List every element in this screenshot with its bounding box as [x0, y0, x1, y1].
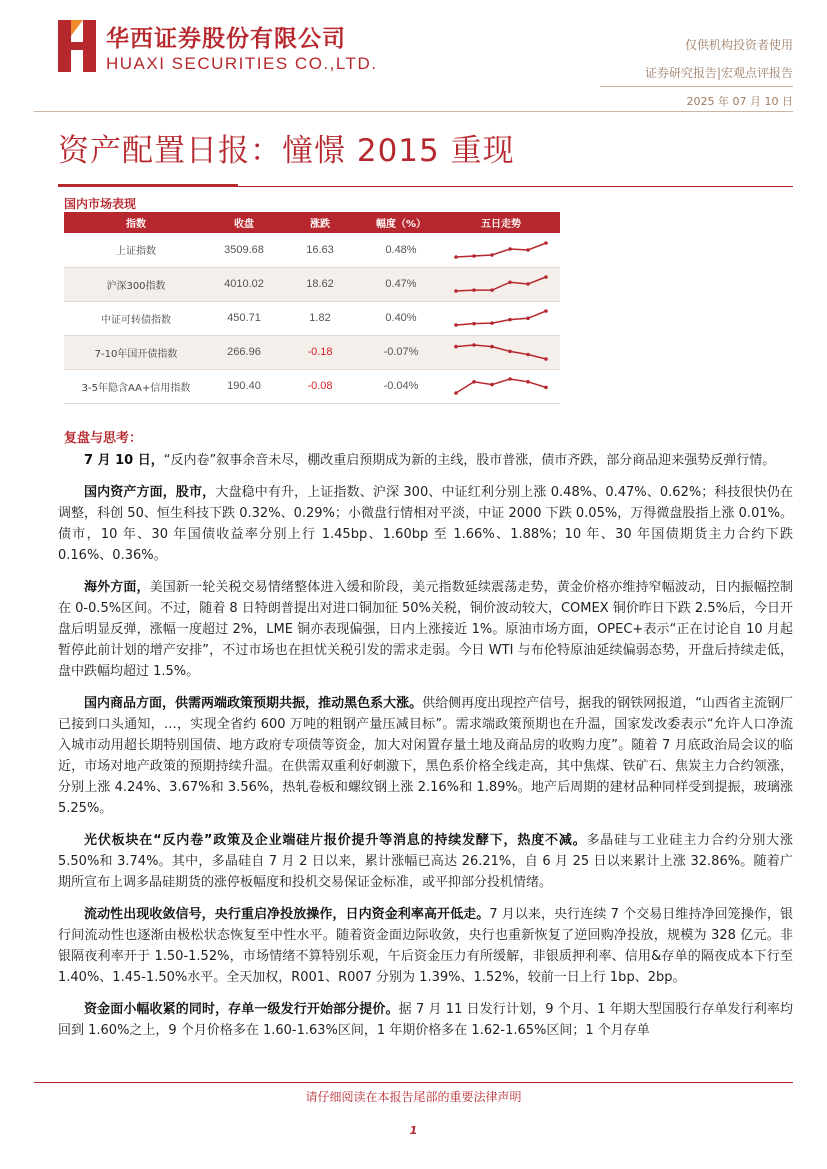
title-underline — [58, 184, 238, 187]
index-name: 7-10年国开债指数 — [64, 335, 208, 369]
paragraph-text: 大盘稳中有升，上证指数、沪深 300、中证红利分别上涨 0.48%、0.47%、0.62%；科技很快仍在调整，科创 50、恒生科技下跌 0.32%、0.29%；小微盘行情相对平淡，中证 2000 下跌 0.05%，万得微盘股指上涨 0.01%。债市，10 年、30 年国债收益率分别上行 1.45bp、1.60bp 至 1.66%、1.88%；10 年、30 年国债期货主力合约下跌 0.16%、0.36%。 — [58, 485, 793, 563]
paragraph-text: 据 7 月 11 日发行计划，9 个月、1 年期大型国股行存单发行利率均回到 1.60%之上，9 个月价格多在 1.60-1.63%区间，1 年期价格多在 1.62-1.65%区间；1 个月存单 — [58, 1002, 793, 1038]
five-day-sparkline — [453, 376, 549, 396]
table-row — [64, 301, 560, 335]
sparkline-point — [472, 343, 476, 347]
sparkline-point — [508, 247, 512, 251]
change-value: -0.18 — [280, 335, 360, 369]
sparkline-point — [454, 289, 458, 293]
paragraph — [58, 482, 793, 566]
five-day-sparkline — [453, 240, 549, 260]
sparkline-point — [472, 254, 476, 258]
title-rule — [238, 186, 793, 187]
table-row — [64, 233, 560, 267]
sparkline-point — [508, 377, 512, 381]
close-value: 4010.02 — [208, 267, 280, 301]
change-value: 18.62 — [280, 267, 360, 301]
huaxi-logo-icon — [58, 20, 96, 72]
paragraph — [58, 577, 793, 682]
five-day-sparkline — [453, 308, 549, 328]
report-date: 2025 年 07 月 10 日 — [686, 95, 793, 108]
page-number: 1 — [409, 1124, 418, 1137]
col-header-trend: 五日走势 — [442, 212, 560, 233]
header-divider — [600, 86, 793, 87]
paragraph-lead: 资金面小幅收紧的同时，存单一级发行开始部分提价。 — [84, 1002, 399, 1017]
report-category: 证券研究报告|宏观点评报告 — [644, 66, 793, 80]
index-name: 沪深300指数 — [64, 267, 208, 301]
col-header-change: 涨跌 — [280, 212, 360, 233]
sparkline-point — [526, 316, 530, 320]
sparkline-point — [490, 345, 494, 349]
market-table — [64, 212, 560, 404]
paragraph-text: 多晶硅与工业硅主力合约分别大涨 5.50%和 3.74%。其中，多晶硅自 7 月 2 日以来，累计涨幅已高达 26.21%，自 6 月 25 日以来累计上涨 32.86%。随着广期所宣布上调多晶硅期货的涨停板幅度和投机交易保证金标准，或平抑部分投机情绪。 — [58, 833, 793, 890]
sparkline-point — [454, 323, 458, 327]
index-name: 3-5年隐含AA+信用指数 — [64, 369, 208, 403]
sparkline-point — [544, 357, 548, 361]
pct-value: -0.07% — [360, 335, 442, 369]
sparkline-path — [456, 379, 546, 393]
paragraph-lead: 光伏板块在“反内卷”政策及企业端硅片报价提升等消息的持续发酵下，热度不减。 — [84, 833, 587, 848]
paragraph-text: “反内卷”叙事余音未尽，棚改重启预期成为新的主线，股市普涨，债市齐跌，部分商品迎来强势反弹行情。 — [163, 453, 776, 468]
close-value: 190.40 — [208, 369, 280, 403]
company-name-en: HUAXI SECURITIES CO.,LTD. — [106, 54, 378, 73]
paragraph-lead: 海外方面， — [84, 580, 150, 595]
sparkline-point — [544, 309, 548, 313]
change-value: -0.08 — [280, 369, 360, 403]
table-row — [64, 369, 560, 403]
sparkline-point — [472, 288, 476, 292]
paragraph — [58, 830, 793, 893]
table-row — [64, 335, 560, 369]
pct-value: 0.40% — [360, 301, 442, 335]
paragraph — [58, 999, 793, 1041]
sparkline-path — [456, 243, 546, 257]
review-section-title: 复盘与思考： — [64, 431, 143, 446]
five-day-sparkline — [453, 342, 549, 362]
sparkline-point — [508, 318, 512, 322]
sparkline-point — [526, 282, 530, 286]
paragraph-lead: 7 月 10 日， — [84, 453, 164, 468]
paragraph-text: 美国新一轮关税交易情绪整体进入缓和阶段，美元指数延续震荡走势，黄金价格亦维持窄幅波动，日内振幅控制在 0-0.5%区间。不过，随着 8 日特朗普提出对进口铜加征 50%关税，铜价波动较大，COMEX 铜价昨日下跌 2.5%后，今日开盘后明显反弹，涨幅一度超过 2%，LME 铜亦表现偏强，日内上涨接近 1%。原油市场方面，OPEC+表示“正在讨论自 10 月起暂停此前计划的增产安排”，不过市场也在担忧关税引发的需求走弱。今日 WTI 与布伦特原油延续偏弱态势，开盘后持续走低，盘中跌幅均超过 1.5%。 — [58, 580, 793, 679]
index-name: 中证可转债指数 — [64, 301, 208, 335]
audience-note: 仅供机构投资者使用 — [684, 38, 793, 52]
paragraph-lead: 国内资产方面，股市， — [84, 485, 216, 500]
sparkline-point — [490, 321, 494, 325]
sparkline-point — [472, 380, 476, 384]
sparkline-point — [454, 255, 458, 259]
sparkline-path — [456, 311, 546, 325]
paragraph-lead: 国内商品方面，供需两端政策预期共振，推动黑色系大涨。 — [84, 696, 423, 711]
sparkline-point — [544, 275, 548, 279]
col-header-pct: 幅度（%） — [360, 212, 442, 233]
sparkline-path — [456, 345, 546, 359]
close-value: 266.96 — [208, 335, 280, 369]
sparkline-point — [508, 280, 512, 284]
change-value: 1.82 — [280, 301, 360, 335]
sparkline-point — [544, 241, 548, 245]
market-section-title: 国内市场表现 — [64, 197, 137, 211]
sparkline-point — [454, 345, 458, 349]
sparkline-point — [490, 383, 494, 387]
paragraph — [58, 904, 793, 988]
sparkline-point — [490, 253, 494, 257]
sparkline-point — [544, 386, 548, 390]
five-day-sparkline — [453, 274, 549, 294]
paragraph — [58, 450, 793, 471]
paragraph-text: 7 月以来，央行连续 7 个交易日维持净回笼操作，银行间流动性也逐渐由极松状态恢复至中性水平。随着资金面边际收敛，央行也重新恢复了逆回购净投放，规模为 328 亿元。非银隔夜利率开于 1.50-1.52%，市场情绪不算特别乐观，午后资金压力有所缓解，非银质押利率、信用&存单的隔夜成本下行至 1.40%、1.45-1.50%水平。全天加权，R001、R007 分别为 1.39%、1.52%，较前一日上行 1bp、2bp。 — [58, 907, 793, 985]
sparkline-point — [490, 288, 494, 292]
sparkline-point — [472, 322, 476, 326]
sparkline-point — [454, 391, 458, 395]
table-header-row — [64, 212, 560, 233]
company-name-cn: 华西证券股份有限公司 — [106, 25, 346, 52]
sparkline-point — [526, 380, 530, 384]
close-value: 3509.68 — [208, 233, 280, 267]
paragraph-text: 供给侧再度出现控产信号，据我的钢铁网报道，“山西省主流钢厂已接到口头通知，…，实现全省约 600 万吨的粗钢产量压减目标”。需求端政策预期也在升温，国家发改委表示“允许人口净流入城市动用超长期特别国债、地方政府专项债等资金，加大对闲置存量土地及商品房的收购力度”。随着 7 月底政治局会议的临近，市场对地产政策的预期持续升温。在供需双重利好刺激下，黑色系价格全线走高，其中焦煤、铁矿石、焦炭主力合约领涨，分别上涨 4.24%、3.67%和 3.56%，热轧卷板和螺纹钢上涨 2.16%和 1.89%。地产后周期的建材品种同样受到提振，玻璃涨 5.25%。 — [58, 696, 793, 816]
col-header-index: 指数 — [64, 212, 208, 233]
close-value: 450.71 — [208, 301, 280, 335]
sparkline-point — [508, 350, 512, 354]
date-divider — [34, 111, 793, 112]
paragraph — [58, 693, 793, 819]
change-value: 16.63 — [280, 233, 360, 267]
table-row — [64, 267, 560, 301]
legal-disclaimer: 请仔细阅读在本报告尾部的重要法律声明 — [305, 1090, 522, 1104]
sparkline-path — [456, 277, 546, 291]
sparkline-point — [526, 353, 530, 357]
review-body — [58, 450, 793, 1052]
pct-value: 0.47% — [360, 267, 442, 301]
paragraph-lead: 流动性出现收敛信号，央行重启净投放操作，日内资金利率高开低走。 — [84, 907, 490, 922]
page-title: 资产配置日报：憧憬 2015 重现 — [58, 133, 515, 169]
sparkline-point — [526, 248, 530, 252]
pct-value: -0.04% — [360, 369, 442, 403]
col-header-close: 收盘 — [208, 212, 280, 233]
footer-divider — [34, 1082, 793, 1083]
index-name: 上证指数 — [64, 233, 208, 267]
pct-value: 0.48% — [360, 233, 442, 267]
